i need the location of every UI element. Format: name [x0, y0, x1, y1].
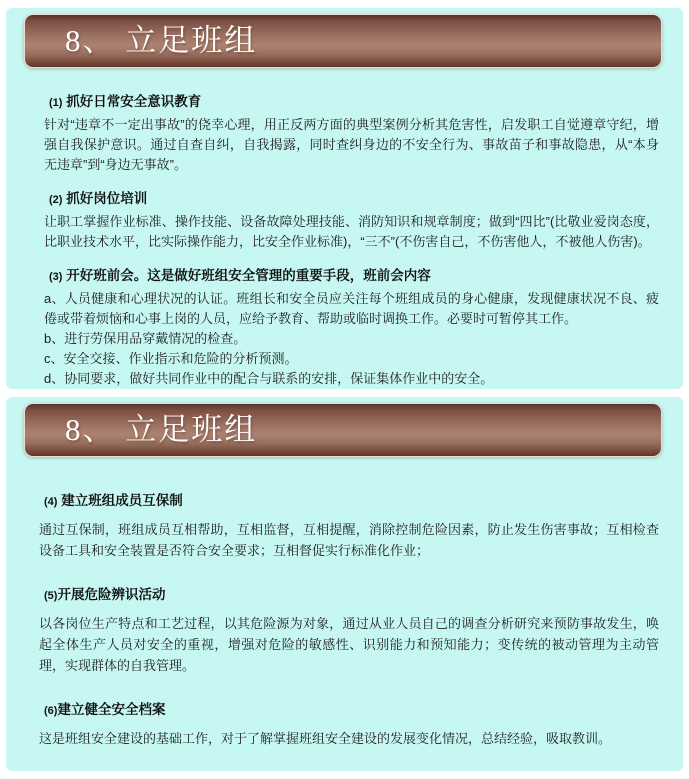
paragraph: 让职工掌握作业标准、操作技能、设备故障处理技能、消防知识和规章制度；做到“四比”(比敬业爱岗态度，比职业技术水平，比实际操作能力，比安全作业标准)，“三不”(不伤害自己，不伤害他人，不被他人伤害)。	[44, 214, 659, 249]
paragraph: 以各岗位生产特点和工艺过程，以其危险源为对象，通过从业人员自己的调查分析研究来预防事故发生，唤起全体生产人员对安全的重视，增强对危险的敏感性、识别能力和预知能力；变传统的被动管理为主动管理，实现群体的自我管理。	[39, 616, 659, 673]
paragraph: b、进行劳保用品穿戴情况的检查。	[44, 331, 247, 346]
paragraph: 针对“违章不一定出事故”的侥幸心理，用正反两方面的典型案例分析其危害性，启发职工自觉遵章守纪，增强自我保护意识。通过自查自纠，自我揭露，同时查纠身边的不安全行为、事故苗子和事故隐患，从“本身无违章”到“身边无事故”。	[44, 117, 659, 172]
block-heading	[44, 187, 659, 207]
heading-number: (4)	[44, 496, 58, 508]
heading-number: (6)	[44, 705, 58, 717]
block-heading	[44, 264, 659, 284]
slide-title-bar	[24, 14, 662, 68]
block-heading	[39, 698, 659, 718]
content-block	[39, 489, 659, 561]
slide-title-bar	[24, 403, 662, 457]
heading-number: (2)	[49, 194, 63, 206]
slide-content	[6, 68, 683, 389]
content-block	[39, 698, 659, 749]
slide-title: 8、 立足班组	[65, 412, 258, 447]
block-heading	[39, 489, 659, 509]
heading-text: 建立健全安全档案	[57, 702, 166, 717]
heading-text: 建立班组成员互保制	[57, 493, 183, 508]
slide-title: 8、 立足班组	[65, 23, 258, 58]
content-block	[44, 187, 659, 252]
paragraph: d、协同要求，做好共同作业中的配合与联系的安排，保证集体作业中的安全。	[44, 371, 494, 386]
heading-number: (5)	[44, 590, 58, 602]
heading-text: 抓好岗位培训	[62, 191, 148, 206]
heading-number: (1)	[49, 97, 63, 109]
heading-text: 抓好日常安全意识教育	[62, 94, 202, 109]
content-block	[44, 90, 659, 175]
heading-text: 开展危险辨识活动	[57, 587, 166, 602]
paragraph: a、人员健康和心理状况的认证。班组长和安全员应关注每个班组成员的身心健康，发现健康状况不良、疲倦或带着烦恼和心事上岗的人员，应给予教育、帮助或临时调换工作。必要时可暂停其工作。	[44, 291, 659, 326]
content-block	[44, 264, 659, 389]
heading-text: 开好班前会。这是做好班组安全管理的重要手段，班前会内容	[62, 268, 431, 283]
block-heading	[44, 90, 659, 110]
block-heading	[39, 583, 659, 603]
paragraph: 这是班组安全建设的基础工作，对于了解掌握班组安全建设的发展变化情况，总结经验，吸取教训。	[39, 731, 612, 746]
slide-content	[6, 457, 683, 749]
heading-number: (3)	[49, 271, 63, 283]
slide-panel-2	[6, 397, 683, 771]
content-block	[39, 583, 659, 676]
paragraph: c、安全交接、作业指示和危险的分析预测。	[44, 351, 298, 366]
paragraph: 通过互保制，班组成员互相帮助，互相监督，互相提醒，消除控制危险因素，防止发生伤害事故；互相检查设备工具和安全装置是否符合安全要求；互相督促实行标准化作业；	[39, 522, 659, 558]
slide-panel-1	[6, 8, 683, 389]
